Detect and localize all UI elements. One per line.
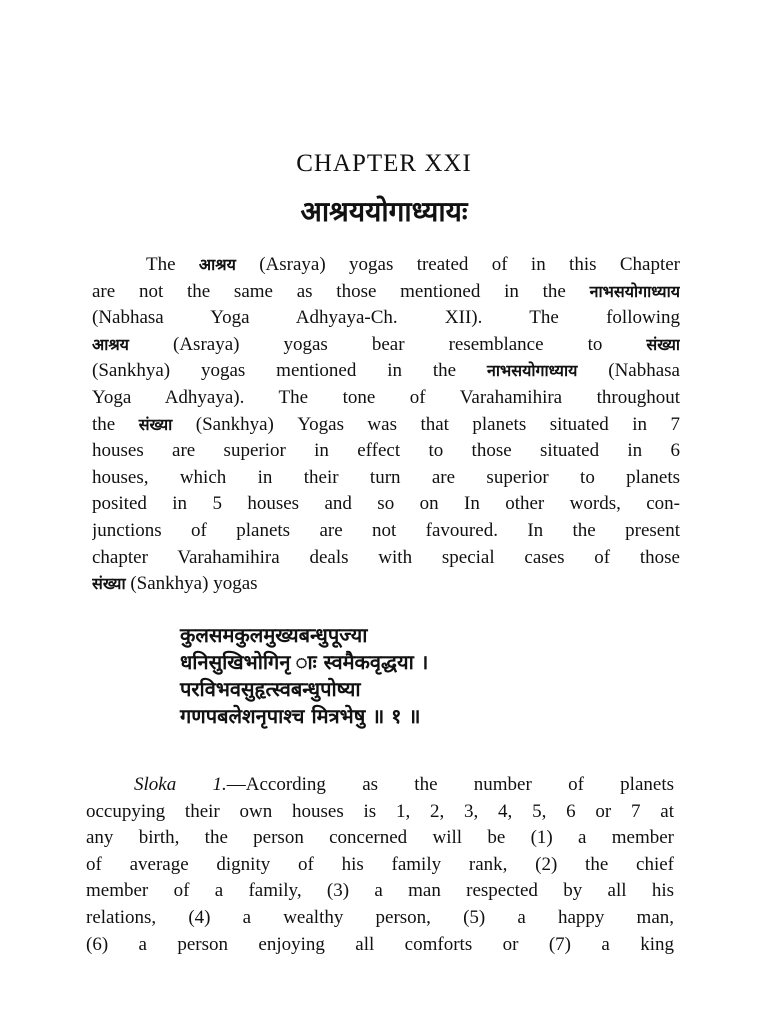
intro-line: are not the same as those mentioned in the नाभसयोगाध्याय (92, 280, 680, 302)
intro-line: (Sankhya) yogas mentioned in the नाभसयोगाध्याय (Nabhasa (92, 360, 680, 382)
intro-line: posited in 5 houses and so on In other words, con- (92, 493, 680, 515)
sanskrit-verse (180, 622, 540, 730)
sloka-line: occupying their own houses is 1, 2, 3, 4, 5, 6 or 7 at (86, 800, 674, 822)
sloka-line: (6) a person enjoying all comforts or (7) a king (86, 933, 674, 955)
intro-line: Yoga Adhyaya). The tone of Varahamihira throughout (92, 386, 680, 408)
chapter-title: CHAPTER XXI (296, 150, 472, 177)
intro-line: the संख्या (Sankhya) Yogas was that planets situated in 7 (92, 413, 680, 435)
verse-line: गणपबलेशनृपाश्च मित्रभेषु ॥ १ ॥ (180, 704, 421, 728)
intro-line: houses are superior in effect to those situated in 6 (92, 440, 680, 462)
sloka-line: member of a family, (3) a man respected by all his (86, 880, 674, 902)
sloka-label: Sloka 1. (134, 774, 227, 795)
sloka-line: Sloka 1.—According as the number of planets (134, 774, 674, 795)
sloka-line: any birth, the person concerned will be (1) a member (86, 827, 674, 849)
intro-line: संख्या (Sankhya) yogas (92, 573, 258, 595)
intro-paragraph (92, 252, 680, 598)
sloka-line: relations, (4) a wealthy person, (5) a happy man, (86, 906, 674, 928)
intro-line: junctions of planets are not favoured. In the present (92, 519, 680, 541)
sloka-line: of average dignity of his family rank, (2) the chief (86, 853, 674, 875)
intro-line: The आश्रय (Asraya) yogas treated of in this Chapter (146, 254, 680, 275)
intro-line: (Nabhasa Yoga Adhyaya-Ch. XII). The following (92, 307, 680, 329)
intro-line: houses, which in their turn are superior to planets (92, 466, 680, 488)
chapter-sanskrit-title: आश्रययोगाध्यायः (300, 195, 468, 228)
verse-line: कुलसमकुलमुख्यबन्धुपूज्या (180, 623, 368, 647)
intro-line: chapter Varahamihira deals with special cases of those (92, 546, 680, 568)
verse-line: धनिसुखिभोगिनृ ाः स्वमैकवृद्धया । (180, 650, 429, 674)
verse-line: परविभवसुहृत्स्वबन्धुपोष्या (180, 677, 361, 701)
sloka-paragraph (86, 772, 674, 958)
intro-line: आश्रय (Asraya) yogas bear resemblance to संख्या (92, 333, 680, 355)
